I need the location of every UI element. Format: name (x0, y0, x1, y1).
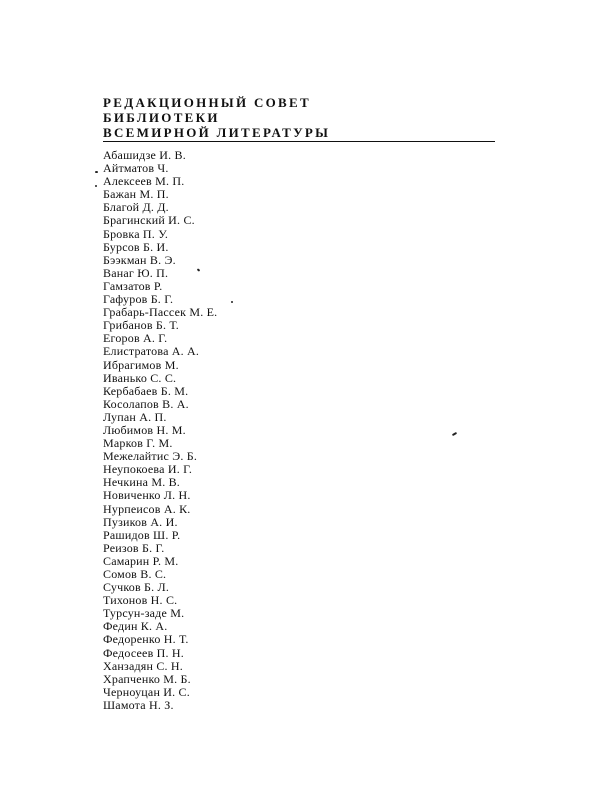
heading-rule (103, 141, 495, 142)
board-member-name: Гафуров Б. Г. (103, 292, 174, 307)
board-member-name: Грибанов Б. Т. (103, 318, 179, 333)
board-member-name: Сомов В. С. (103, 567, 167, 581)
board-member-name: Реизов Б. Г. (103, 540, 165, 555)
board-member-name: Рашидов Ш. Р. (103, 527, 181, 542)
board-member-name: Храпченко М. Б. (103, 671, 191, 686)
print-speck (95, 185, 97, 187)
board-member-name: Федосеев П. Н. (103, 645, 184, 660)
board-member-name: Шамота Н. З. (103, 697, 174, 712)
heading-line-1: РЕДАКЦИОННЫЙ СОВЕТ (103, 95, 311, 110)
heading-line-3: ВСЕМИРНОЙ ЛИТЕРАТУРЫ (103, 125, 331, 140)
board-member-name: Сучков Б. Л. (103, 580, 170, 595)
board-member-name: Бурсов Б. И. (103, 239, 169, 254)
board-member-name: Федоренко Н. Т. (103, 632, 189, 647)
print-speck (95, 171, 98, 173)
print-speck (452, 432, 457, 436)
board-member-name: Абашидзе И. В. (103, 148, 186, 162)
board-member-name: Лупан А. П. (103, 409, 167, 424)
board-member-name: Пузиков А. И. (103, 514, 178, 529)
board-member-name: Неупокоева И. Г. (103, 462, 193, 477)
board-member-name: Алексеев М. П. (103, 174, 185, 189)
board-member-name: Ванаг Ю. П. (103, 265, 169, 280)
board-member-name: Межелайтис Э. Б. (103, 449, 198, 464)
board-member-name: Иванько С. С. (103, 370, 177, 385)
board-members-list (103, 149, 217, 712)
board-member-name: Ханзадян С. Н. (103, 658, 183, 673)
board-member-name: Черноуцан И. С. (103, 684, 190, 699)
board-member-name: Нечкина М. В. (103, 475, 181, 490)
board-member-name: Ибрагимов М. (103, 357, 179, 372)
board-member-name: Тихонов Н. С. (103, 593, 178, 608)
board-member-name: Брагинский И. С. (103, 213, 195, 228)
board-member-name: Турсун-заде М. (103, 606, 185, 621)
board-member-name: Бээкман В. Э. (103, 252, 176, 267)
board-member-name: Бровка П. У. (103, 226, 169, 241)
board-member-name: Нурпеисов А. К. (103, 501, 191, 516)
board-member-name: Любимов Н. М. (103, 422, 186, 437)
board-member-name: Грабарь-Пассек М. Е. (103, 305, 218, 320)
board-member-name: Самарин Р. М. (103, 553, 179, 568)
board-member-name: Кербабаев Б. М. (103, 383, 189, 398)
board-member-name: Гамзатов Р. (103, 278, 163, 293)
board-member-name: Айтматов Ч. (103, 161, 169, 176)
board-member-name: Новиченко Л. Н. (103, 488, 191, 503)
board-member-name: Косолапов В. А. (103, 396, 189, 411)
board-member-name: Федин К. А. (103, 619, 168, 634)
editorial-board-heading (103, 95, 503, 140)
board-member-name: Егоров А. Г. (103, 331, 168, 346)
print-speck (231, 301, 233, 303)
heading-line-2: БИБЛИОТЕКИ (103, 110, 220, 125)
board-member-name: Благой Д. Д. (103, 200, 169, 215)
board-member-name: Бажан М. П. (103, 187, 169, 202)
board-member-name: Елистратова А. А. (103, 344, 200, 359)
board-member-name: Марков Г. М. (103, 436, 173, 451)
